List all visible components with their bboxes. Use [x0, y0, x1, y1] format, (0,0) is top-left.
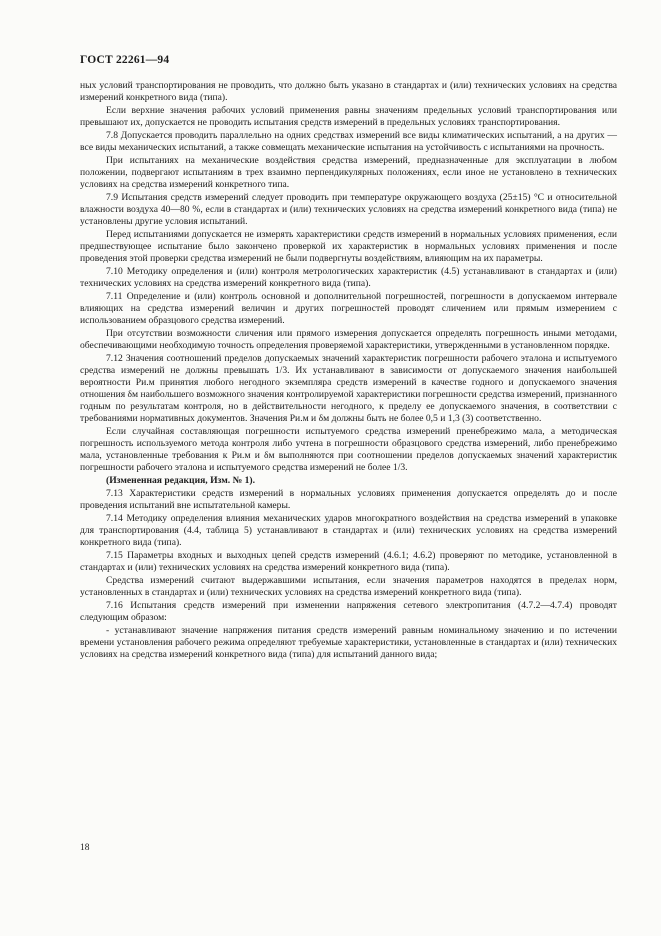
paragraph-7-12: 7.12 Значения соотношений пределов допускаемых значений характеристик погрешности рабочего эталона и испытуемого средства измерений не должны превышать 1/3. Их устанавливают в зависимости от допускаемого значения наибольшей вероятности Pи.м принятия любого негодного экземпляра средств измерений в качестве годного и допускаемого значения отношения δм наибольшего возможного значения контролируемой характеристики погрешности средства измерений, признанного годным по результатам контроля, но в действительности негодного, к пределу ее допускаемого значения, в соответствии с требованиями нормативных документов. Значения Pи.м и δм должны быть не более 0,5 и 1,3 (3) соответственно.	[80, 353, 617, 424]
paragraph-7-8: 7.8 Допускается проводить параллельно на одних средствах измерений все виды климатических испытаний, а на других — все виды механических испытаний, а также совмещать механические испытания на устойчивость с испытаниями на прочность.	[80, 130, 617, 153]
paragraph-7-14: 7.14 Методику определения влияния механических ударов многократного воздействия на средства измерений в упаковке для транспортирования (4.4, таблица 5) устанавливают в стандартах и (или) технических условиях на средства измерений конкретного вида (типа).	[80, 513, 617, 548]
paragraph-7-13: 7.13 Характеристики средств измерений в нормальных условиях применения допускается определять до и после проведения испытаний вне испытательной камеры.	[80, 488, 617, 511]
document-body	[80, 80, 617, 662]
paragraph-7-11: 7.11 Определение и (или) контроль основной и дополнительной погрешностей, погрешности в допускаемом интервале влияющих на средства измерений величин и других погрешностей проводят сличением или прямым измерением с использованием образцового средства измерений.	[80, 291, 617, 326]
amendment-note: (Измененная редакция, Изм. № 1).	[106, 475, 256, 486]
paragraph: При испытаниях на механические воздействия средства измерений, предназначенные для эксплуатации в любом положении, подвергают испытаниям в трех взаимно перпендикулярных положениях, если иное не установлено в технических условиях на средства измерений конкретного типа.	[80, 155, 617, 190]
paragraph: Перед испытаниями допускается не измерять характеристики средств измерений в нормальных условиях применения, если предшествующее испытание было закончено проверкой их характеристик в нормальных условиях применения и после проведения этой проверки средства измерений не были подвергнуты воздействиям, влияющим на их параметры.	[80, 229, 617, 264]
paragraph-continuation: ных условий транспортирования не проводить, что должно быть указано в стандартах и (или) технических условиях на средства измерений конкретного вида (типа).	[80, 80, 617, 103]
paragraph: При отсутствии возможности сличения или прямого измерения допускается определять погрешность иными методами, обеспечивающими необходимую точность определения проверяемой характеристики, утвержденными в установленном порядке.	[80, 328, 617, 351]
paragraph: Если случайная составляющая погрешности испытуемого средства измерений пренебрежимо мала, а методическая погрешность используемого метода контроля либо учтена в погрешности образцового средства измерений, либо пренебрежимо мала, установленные требования к Pи.м и δм выполняются при соотношении пределов допускаемых значений характеристик погрешности рабочего эталона и испытуемого средства измерений не более 1/3.	[80, 426, 617, 473]
document-header: ГОСТ 22261—94	[80, 54, 170, 66]
paragraph: Средства измерений считают выдержавшими испытания, если значения параметров находятся в пределах норм, установленных в стандартах и (или) технических условиях на средства измерений конкретного вида (типа).	[80, 575, 617, 598]
paragraph: Если верхние значения рабочих условий применения равны значениям предельных условий транспортирования или превышают их, допускается не проводить испытания средств измерений в предельных условиях транспортирования.	[80, 105, 617, 128]
paragraph-7-9: 7.9 Испытания средств измерений следует проводить при температуре окружающего воздуха (25±15) °С и относительной влажности воздуха 40—80 %, если в стандартах и (или) технических условиях на средства измерений конкретного вида (типа) не установлены другие условия испытаний.	[80, 192, 617, 227]
paragraph-7-10: 7.10 Методику определения и (или) контроля метрологических характеристик (4.5) устанавливают в стандартах и (или) технических условиях на средства измерений конкретного вида (типа).	[80, 266, 617, 289]
list-item: - устанавливают значение напряжения питания средств измерений равным номинальному значению и по истечении времени установления рабочего режима определяют требуемые характеристики, установленные в стандартах и (или) технических условиях на средства измерений конкретного вида (типа) для испытаний данного вида;	[80, 625, 617, 660]
paragraph-7-16: 7.16 Испытания средств измерений при изменении напряжения сетевого электропитания (4.7.2—4.7.4) проводят следующим образом:	[80, 600, 617, 623]
paragraph-7-15: 7.15 Параметры входных и выходных цепей средств измерений (4.6.1; 4.6.2) проверяют по методике, установленной в стандартах и (или) технических условиях на средства измерений конкретного вида (типа).	[80, 550, 617, 573]
page-number: 18	[80, 843, 90, 853]
